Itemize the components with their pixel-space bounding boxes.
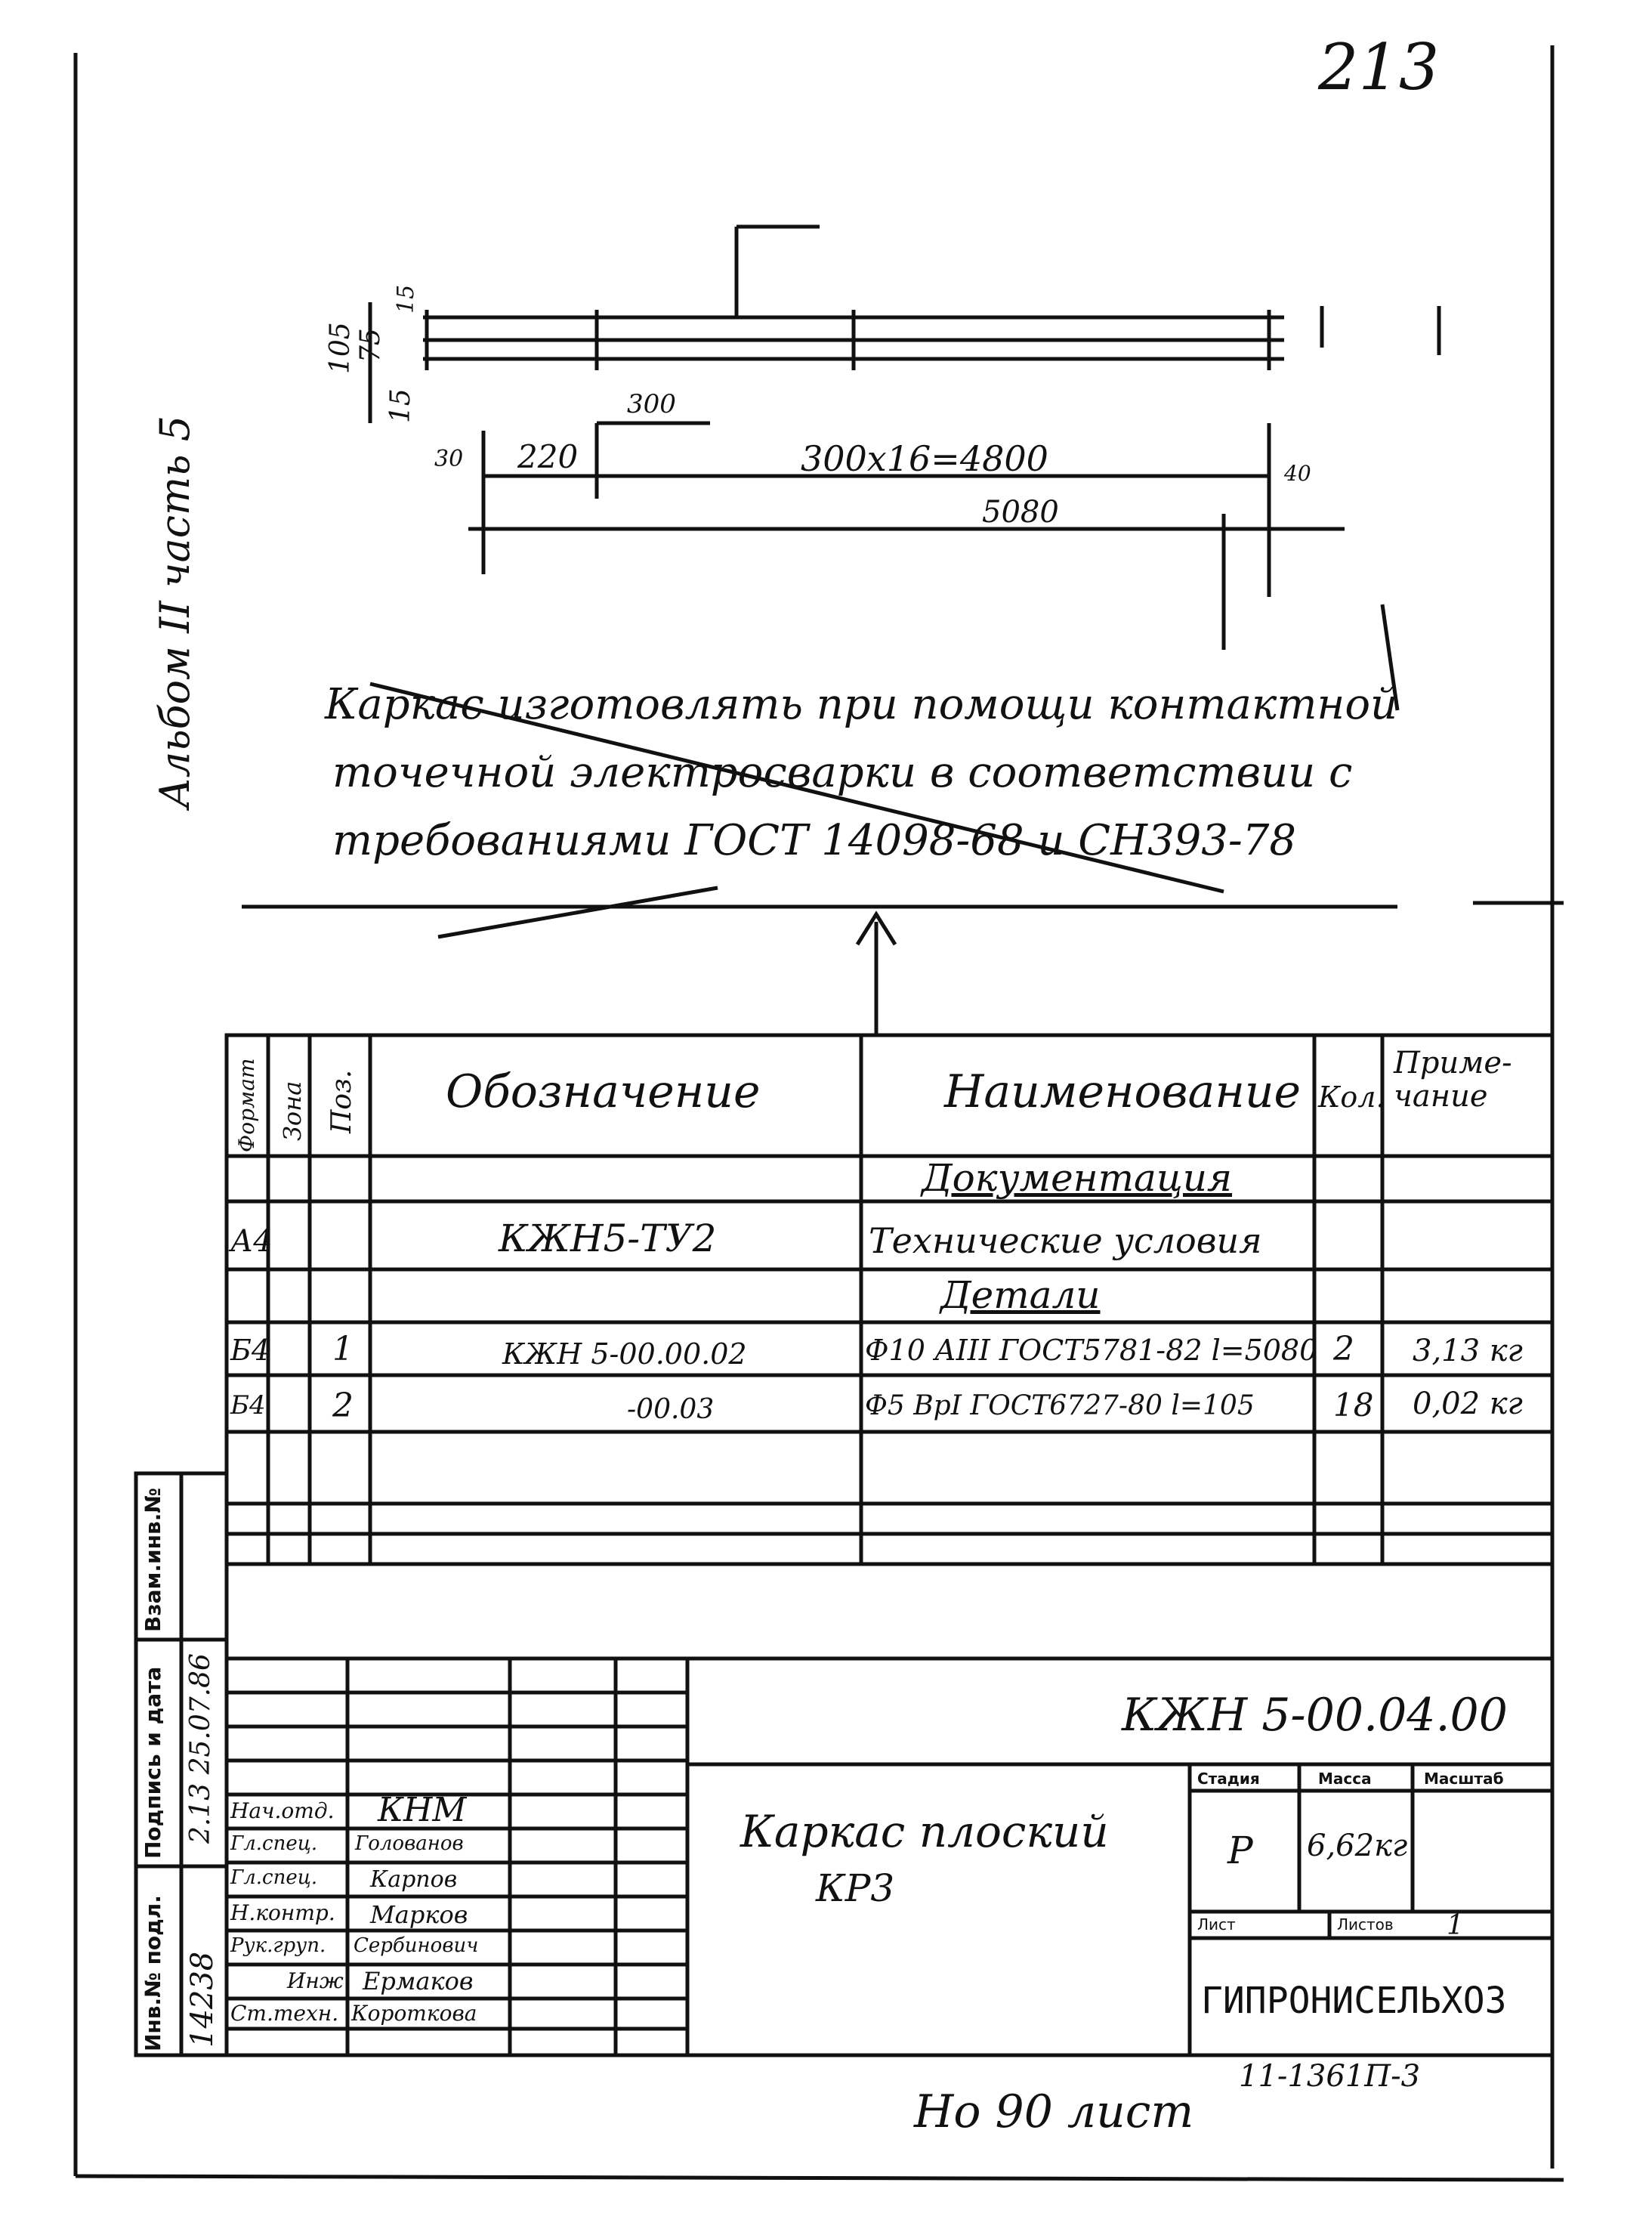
row-5-name: Ф5 ВрI ГОСТ6727-80 l=105: [865, 1390, 1255, 1421]
row-3-name: Детали: [940, 1273, 1101, 1317]
sheet-label: Лист: [1197, 1915, 1236, 1934]
sheets-value: 1: [1447, 1910, 1464, 1941]
row-4-designation: КЖН 5-00.00.02: [502, 1337, 747, 1371]
scale-label: Масштаб: [1424, 1770, 1504, 1788]
row-5-designation: -00.03: [627, 1394, 715, 1425]
row-1-name: Документация: [922, 1156, 1233, 1200]
role-6: Инж.: [287, 1968, 350, 1993]
stamp-replace-label: Взам.инв.№: [140, 1487, 165, 1632]
stamp-sign-label: Подпись и дата: [140, 1666, 165, 1859]
name-5: Сербинович: [354, 1934, 479, 1957]
header-name: Наименование: [944, 1065, 1302, 1118]
name-4: Марков: [370, 1900, 468, 1929]
dim-220: 220: [517, 438, 579, 475]
header-qty: Кол.: [1318, 1080, 1385, 1114]
dim-75: 75: [355, 328, 386, 363]
org-name: ГИПРОНИСЕЛЬХОЗ: [1201, 1980, 1507, 2022]
row-5-note: 0,02 кг: [1413, 1386, 1523, 1421]
role-2: Гл.спец.: [230, 1832, 318, 1855]
row-5-qty: 18: [1333, 1386, 1374, 1424]
row-4-name: Ф10 АIII ГОСТ5781-82 l=5080: [865, 1334, 1318, 1367]
role-5: Рук.груп.: [230, 1934, 326, 1957]
header-pos: Поз.: [326, 1069, 357, 1133]
row-2-format: А4: [230, 1224, 273, 1259]
dim-30: 30: [434, 446, 464, 472]
row-4-note: 3,13 кг: [1413, 1334, 1523, 1368]
doc-title-2: КР3: [816, 1866, 895, 1910]
row-5-pos: 2: [332, 1386, 354, 1425]
footnote: Но 90 лист: [914, 2085, 1194, 2138]
name-2: Голованов: [355, 1832, 464, 1855]
header-format: Формат: [234, 1058, 259, 1152]
name-3: Карпов: [370, 1866, 458, 1893]
dim-15-bottom: 15: [385, 388, 416, 423]
role-7: Ст.техн.: [230, 2001, 339, 2026]
role-1: Нач.отд.: [230, 1798, 335, 1823]
sheets-label: Листов: [1337, 1915, 1394, 1934]
album-label: Альбом II часть 5: [151, 415, 199, 808]
doc-code: КЖН 5-00.04.00: [1122, 1689, 1508, 1742]
name-1: КНМ: [378, 1791, 467, 1829]
row-2-name: Технические условия: [869, 1220, 1262, 1261]
page-number: 213: [1318, 30, 1440, 104]
dim-15-top: 15: [393, 284, 419, 314]
stamp-inv-label: Инв.№ подл.: [140, 1895, 165, 2051]
row-5-format: Б4: [230, 1390, 266, 1421]
header-note: Приме- чание: [1394, 1046, 1512, 1114]
role-3: Гл.спец.: [230, 1866, 318, 1889]
dim-105: 105: [325, 322, 356, 374]
row-2-designation: КЖН5-ТУ2: [499, 1216, 717, 1260]
row-4-format: Б4: [230, 1334, 270, 1367]
header-zone: Зона: [278, 1080, 307, 1141]
name-6: Ермаков: [363, 1967, 474, 1996]
row-4-qty: 2: [1333, 1330, 1354, 1368]
dim-main: 300x16=4800: [801, 438, 1048, 479]
mass-value: 6,62кг: [1307, 1829, 1408, 1863]
dim-total: 5080: [982, 495, 1059, 530]
note-line-3: требованиями ГОСТ 14098-68 и СН393-78: [332, 816, 1297, 865]
stamp-inv-value: 14238: [185, 1951, 220, 2048]
note-line-1: Каркас изготовлять при помощи контактной: [325, 680, 1398, 729]
doc-title-1: Каркас плоский: [740, 1806, 1109, 1857]
stage-value: Р: [1227, 1829, 1253, 1872]
bottom-code: 11-1361П-3: [1239, 2059, 1421, 2094]
dim-40: 40: [1284, 461, 1311, 486]
header-designation: Обозначение: [446, 1065, 761, 1118]
dim-300: 300: [627, 389, 676, 419]
note-line-2: точечной электросварки в соответствии с: [332, 748, 1353, 797]
name-7: Короткова: [351, 2001, 477, 2026]
role-4: Н.контр.: [230, 1900, 335, 1925]
row-4-pos: 1: [332, 1330, 354, 1368]
stage-label: Стадия: [1197, 1770, 1260, 1788]
mass-label: Масса: [1318, 1770, 1372, 1788]
stamp-sign-value: 2.13 25.07.86: [185, 1653, 216, 1844]
